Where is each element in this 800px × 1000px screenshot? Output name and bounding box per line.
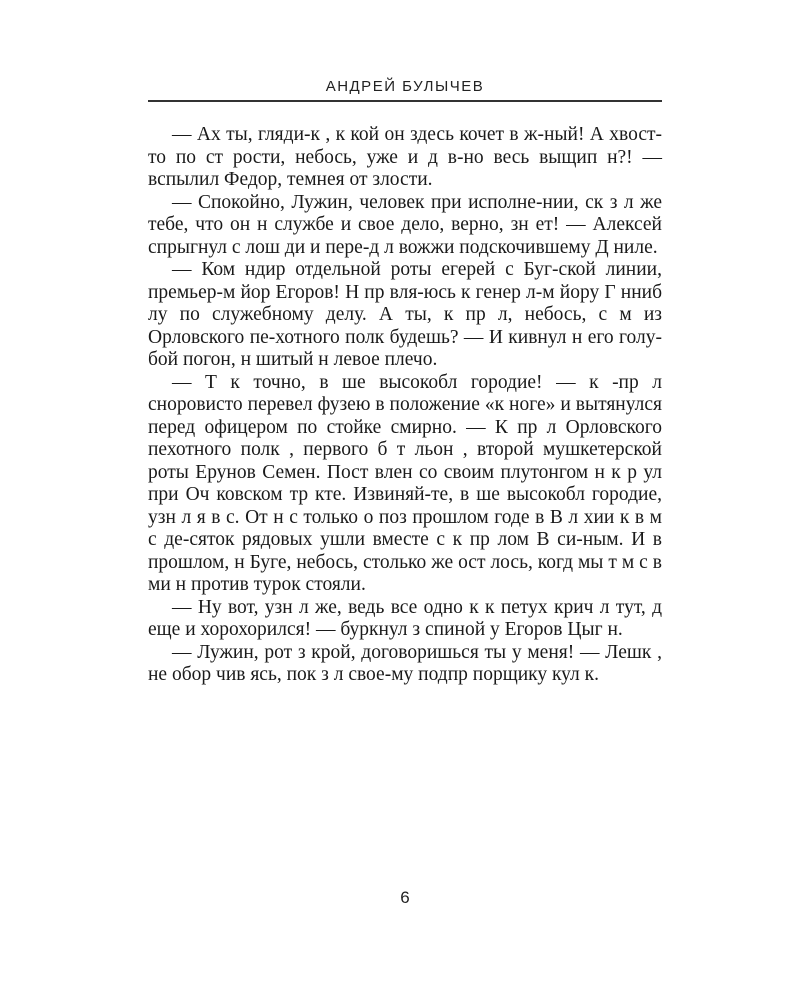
page-number: 6 (400, 888, 410, 907)
paragraph: — Ком ндир отдельной роты егерей с Буг-ской линии, премьер-м йор Егоров! Н пр вля-юсь к генер л-м йору Г нниб лу по служебному делу. А ты, к пр л, небось, с м из Орловского пе-хотного полк будешь? — И кивнул н его голу-бой погон, н шитый н левое плечо. (148, 259, 662, 370)
paragraph: — Лужин, рот з крой, договоришься ты у меня! — Лешк , не обор чив ясь, пок з л свое-му подпр порщику кул к. (148, 641, 662, 685)
running-title: АНДРЕЙ БУЛЫЧЕВ (325, 78, 485, 95)
paragraph: — Спокойно, Лужин, человек при исполне-нии, ск з л же тебе, что он н службе и свое дело, верно, зн ет! — Алексей спрыгнул с лош ди и пере-д л вожжи подскочившему Д ниле. (148, 191, 662, 258)
paragraph: — Ну вот, узн л же, ведь все одно к к петух крич л тут, д еще и хорохорился! — буркнул з спиной у Егоров Цыг н. (148, 596, 662, 640)
paragraph: — Т к точно, в ше высокобл городие! — к -пр л сноровисто перевел фузею в положение «к ноге» и вытянулся перед офицером по стойке смирно. — К пр л Орловского пехотного полк , первого б т льон , второй мушкетерской роты Ерунов Семен. Пост влен со своим плутонгом н к р ул при Оч ковском тр кте. Извиняй-те, в ше высокобл городие, узн л я в с. От н с только о поз прошлом годе в В л хии к в м с де-сяток рядовых ушли вместе с к пр лом В си-ным. И в прошлом, н Буге, небось, столько же ост лось, когд мы т м с в ми н против турок стояли. (148, 371, 662, 595)
body-text (148, 124, 662, 687)
header-rule (148, 100, 662, 102)
paragraph: — Ах ты, гляди-к , к кой он здесь кочет в ж-ный! А хвост-то по ст рости, небось, уже и д в-но весь выщип н?! — вспылил Федор, темнея от злости. (148, 124, 662, 190)
